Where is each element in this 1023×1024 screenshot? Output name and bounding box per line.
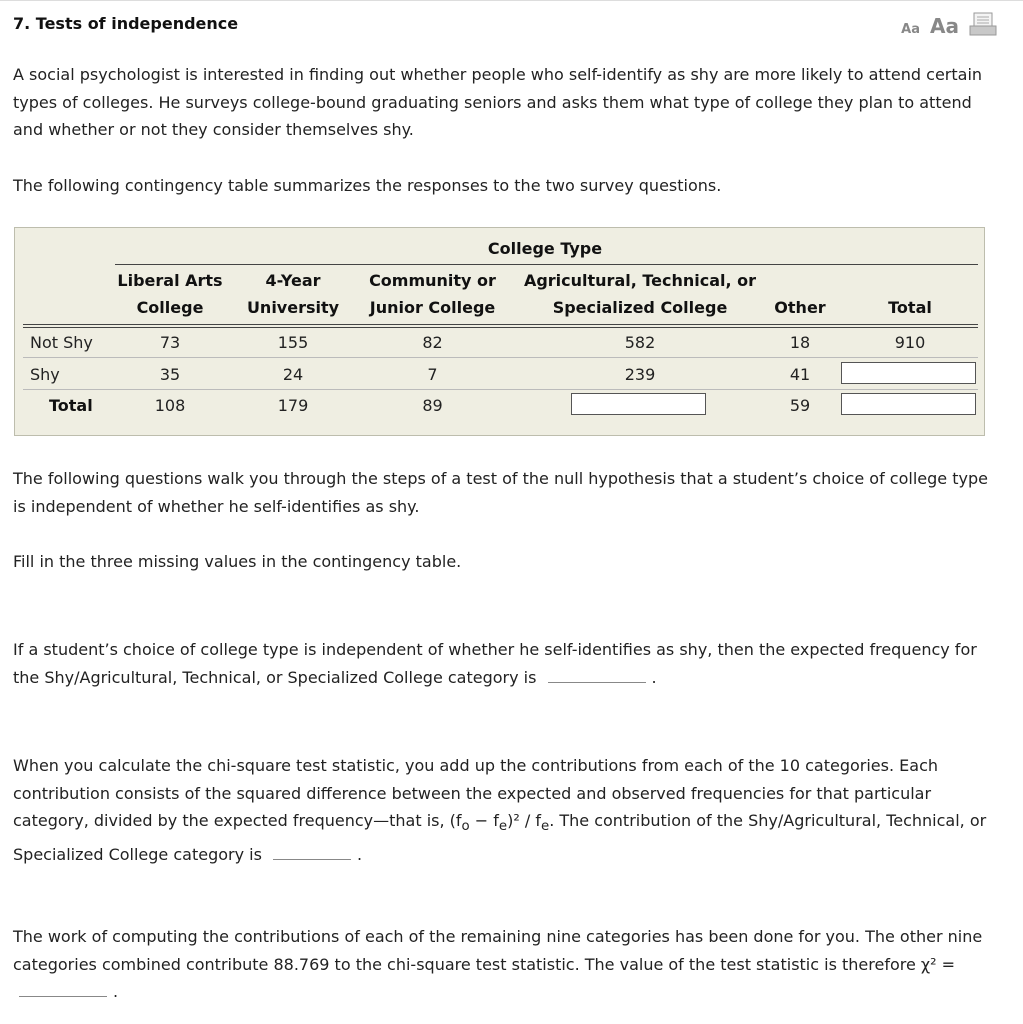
agricultural-total-input[interactable] [571, 393, 706, 415]
cell-value: 35 [159, 365, 181, 384]
top-border [0, 0, 1023, 1]
formula-square: )² [507, 811, 520, 830]
grand-total-input[interactable] [841, 393, 976, 415]
row-label-not-shy: Not Shy [30, 333, 93, 352]
cell-value: 582 [624, 333, 656, 352]
contribution-answer[interactable] [273, 845, 351, 860]
cell-value: 89 [422, 396, 443, 415]
col-header-line2: University [246, 298, 340, 317]
header-rule [23, 324, 978, 325]
cell-value: 7 [427, 365, 438, 384]
col-header-total: Total [888, 298, 932, 317]
subscript-o: o [461, 819, 470, 835]
chi-square-answer[interactable] [19, 982, 107, 997]
shy-total-input[interactable] [841, 362, 976, 384]
intro-paragraph: A social psychologist is interested in finding out whether people who self-identify as shy are more likely to attend certain types of colleges. He surveys college-bound graduating seniors and asks them what type of college they plan to attend and whether or not they consider themselves shy. [13, 65, 983, 139]
group-header: College Type [487, 239, 603, 258]
cell-value: 18 [789, 333, 811, 352]
question-text: . The contribution of the Shy/Agricultural, Technical, or Specialized College category is [13, 811, 987, 864]
col-header-line1: Liberal Arts [117, 271, 223, 290]
group-underline [115, 264, 978, 265]
statistic-question [13, 923, 1003, 1006]
cell-value: 73 [159, 333, 181, 352]
cell-value: 108 [154, 396, 186, 415]
col-header-line2: Junior College [369, 298, 496, 317]
cell-value: 82 [422, 333, 443, 352]
expected-frequency-question [13, 636, 1003, 691]
table-intro: The following contingency table summarizes the responses to the two survey questions. [13, 176, 722, 195]
col-header-line1: Agricultural, Technical, or [523, 271, 757, 290]
row-label-total: Total [49, 396, 93, 415]
row-label-shy: Shy [30, 365, 60, 384]
col-header-line1: Community or [369, 271, 496, 290]
question-text: The work of computing the contributions of each of the remaining nine categories has been done for you. The other nine categories combined contribute 88.769 to the chi-square test statistic. The value of the test statistic is therefore χ² = [13, 927, 983, 974]
question-title: 7. Tests of independence [13, 14, 239, 33]
questions-intro: The following questions walk you through the steps of a test of the null hypothesis that a student’s choice of college type is independent of whether he self-identifies as shy. [13, 469, 988, 516]
cell-value: 41 [789, 365, 811, 384]
print-icon[interactable] [969, 12, 997, 36]
col-header-other: Other [774, 298, 826, 317]
question-text: When you calculate the chi-square test statistic, you add up the contributions from each of the 10 categories. Each contribution consists of the squared difference between the expected and observed frequencies for that particular category, divided by the expected frequency—that is, (f [13, 756, 938, 830]
col-header-line2: College [136, 298, 204, 317]
subscript-e: e [498, 819, 508, 835]
formula-minus: − f [469, 811, 499, 830]
col-header-line1: 4-Year [265, 271, 321, 290]
decrease-font-button[interactable]: Aa [901, 22, 921, 37]
increase-font-button[interactable]: Aa [930, 14, 959, 38]
contribution-question [13, 752, 1003, 868]
cell-value: 179 [277, 396, 309, 415]
subscript-e: e [540, 819, 550, 835]
cell-value: 910 [894, 333, 926, 352]
question-text: If a student’s choice of college type is independent of whether he self-identifies as shy, then the expected frequency for the Shy/Agricultural, Technical, or Specialized College category is [13, 640, 977, 687]
row-divider [23, 357, 978, 358]
row-divider [23, 389, 978, 390]
header-rule [23, 327, 978, 328]
col-header-line2: Specialized College [552, 298, 728, 317]
cell-value: 24 [282, 365, 304, 384]
fill-instruction: Fill in the three missing values in the contingency table. [13, 552, 462, 571]
cell-value: 155 [277, 333, 309, 352]
expected-frequency-answer[interactable] [548, 668, 646, 683]
period: . [651, 667, 657, 687]
period: . [357, 844, 363, 864]
period: . [113, 982, 119, 1001]
cell-value: 239 [624, 365, 656, 384]
formula-divide: / f [519, 811, 541, 830]
contingency-table [14, 227, 985, 436]
cell-value: 59 [789, 396, 811, 415]
toolbar [901, 12, 997, 36]
